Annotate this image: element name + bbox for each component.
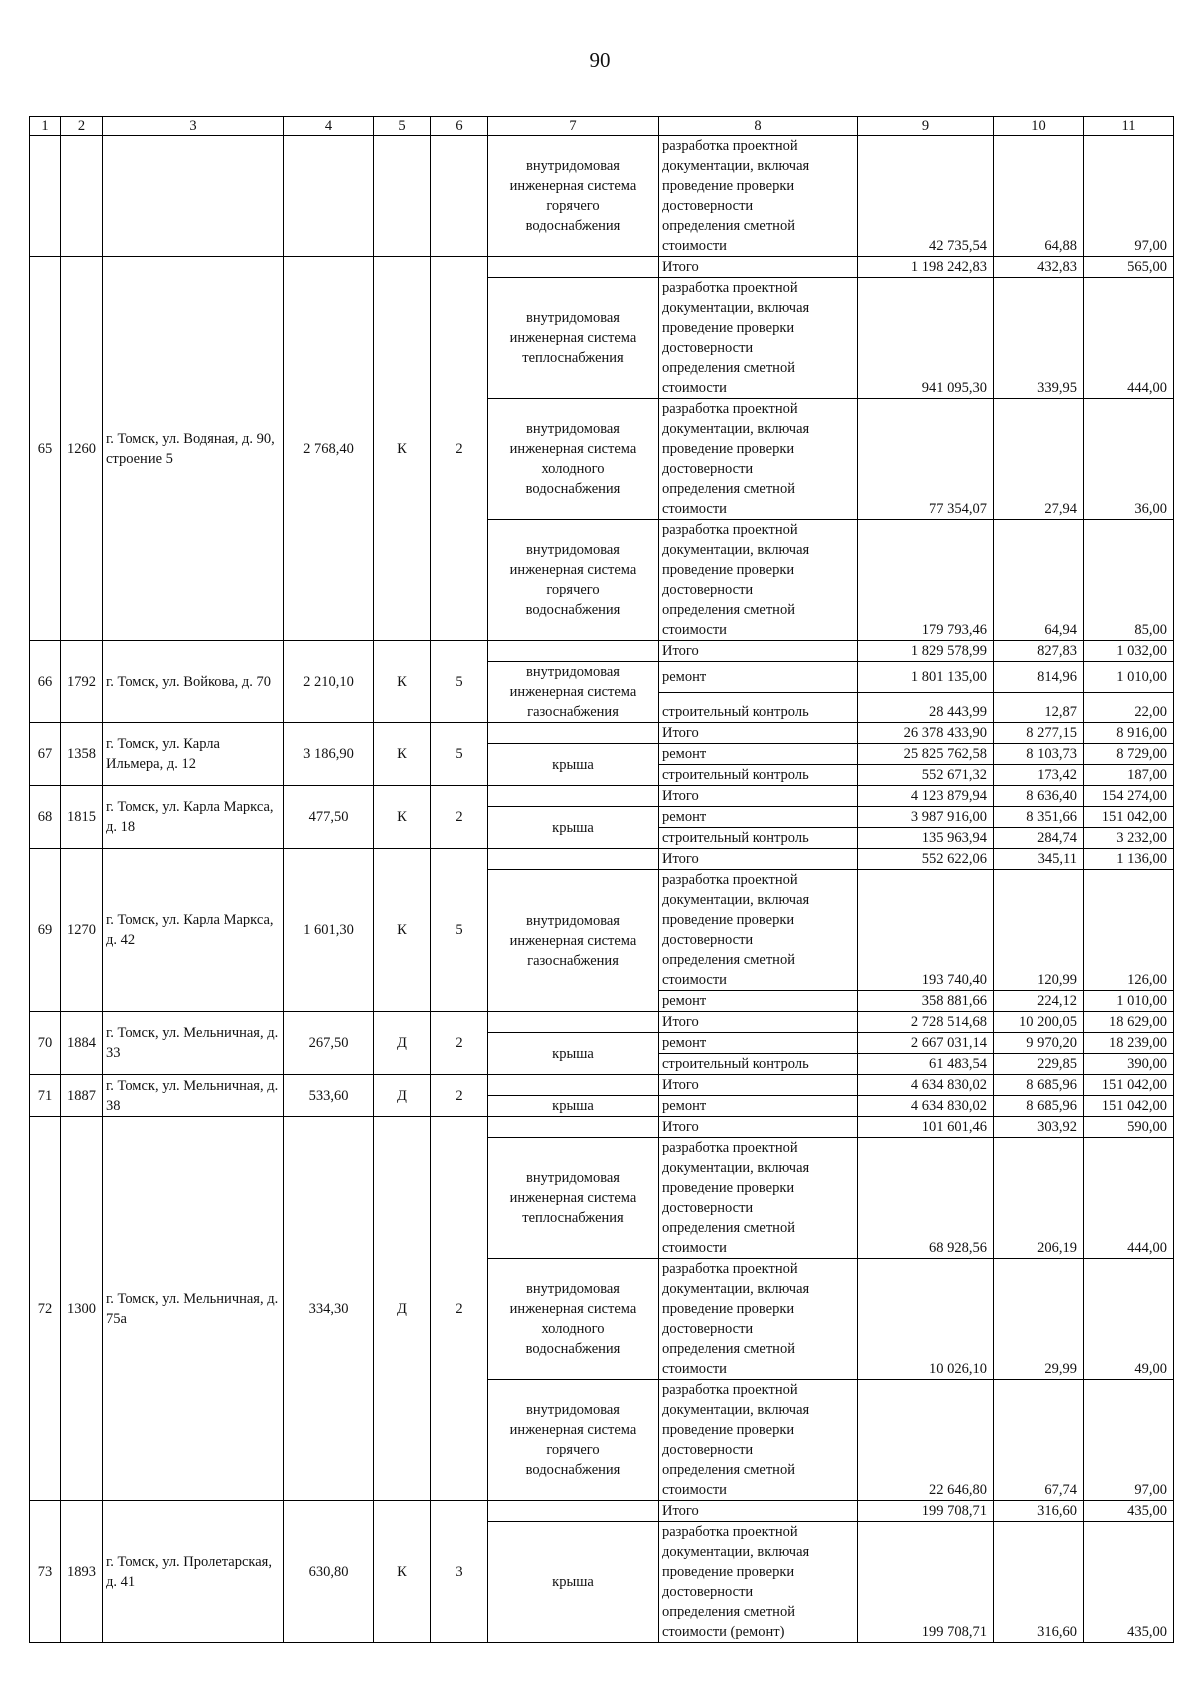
unit-cost-value: 206,19 [994, 1138, 1084, 1259]
system-name: внутридомовая инженерная система горячего водоснабжения [488, 520, 659, 641]
unit-cost-value: 224,12 [994, 991, 1084, 1012]
total-label: Итого [659, 641, 858, 662]
unit-cost-value: 120,99 [994, 870, 1084, 991]
cost-value: 552 622,06 [858, 849, 994, 870]
empty-cell [488, 1012, 659, 1033]
cost-value: 4 634 830,02 [858, 1075, 994, 1096]
system-name: внутридомовая инженерная система газоснабжения [488, 870, 659, 1012]
cost-value: 358 881,66 [858, 991, 994, 1012]
work-type: строительный контроль [659, 828, 858, 849]
system-name: крыша [488, 1096, 659, 1117]
house-address: г. Томск, ул. Мельничная, д. 38 [103, 1075, 284, 1117]
house-type: К [374, 786, 431, 849]
total-label: Итого [659, 257, 858, 278]
system-name: внутридомовая инженерная система холодного водоснабжения [488, 399, 659, 520]
limit-value: 390,00 [1084, 1054, 1174, 1075]
limit-value: 8 916,00 [1084, 723, 1174, 744]
empty-cell [374, 136, 431, 257]
col-header: 2 [61, 117, 103, 136]
unit-cost-value: 339,95 [994, 278, 1084, 399]
work-type: разработка проектной документации, включая проведение проверки достоверности определения сметной стоимости [659, 136, 858, 257]
empty-cell [488, 1075, 659, 1096]
cost-value: 179 793,46 [858, 520, 994, 641]
col6-value: 5 [431, 641, 488, 723]
cost-value: 552 671,32 [858, 765, 994, 786]
empty-cell [284, 136, 374, 257]
limit-value: 151 042,00 [1084, 807, 1174, 828]
cost-value: 68 928,56 [858, 1138, 994, 1259]
system-name: крыша [488, 1522, 659, 1643]
limit-value: 97,00 [1084, 1380, 1174, 1501]
capital-repair-table [29, 116, 1174, 1643]
house-area: 477,50 [284, 786, 374, 849]
cost-value: 2 728 514,68 [858, 1012, 994, 1033]
limit-value: 49,00 [1084, 1259, 1174, 1380]
col6-value: 2 [431, 257, 488, 641]
table-row [30, 1501, 1174, 1522]
limit-value: 435,00 [1084, 1501, 1174, 1522]
work-type: ремонт [659, 744, 858, 765]
work-type: ремонт [659, 662, 858, 693]
table-row [30, 257, 1174, 278]
system-name: внутридомовая инженерная система теплоснабжения [488, 278, 659, 399]
system-name: внутридомовая инженерная система теплоснабжения [488, 1138, 659, 1259]
house-type: Д [374, 1075, 431, 1117]
house-area: 533,60 [284, 1075, 374, 1117]
limit-value: 151 042,00 [1084, 1096, 1174, 1117]
table-row [30, 1117, 1174, 1138]
work-type: разработка проектной документации, включая проведение проверки достоверности определения сметной стоимости [659, 870, 858, 991]
work-type: разработка проектной документации, включая проведение проверки достоверности определения сметной стоимости (ремонт) [659, 1522, 858, 1643]
house-type: К [374, 723, 431, 786]
cost-value: 101 601,46 [858, 1117, 994, 1138]
house-address: г. Томск, ул. Карла Ильмера, д. 12 [103, 723, 284, 786]
unit-cost-value: 8 351,66 [994, 807, 1084, 828]
limit-value: 565,00 [1084, 257, 1174, 278]
house-type: Д [374, 1117, 431, 1501]
limit-value: 187,00 [1084, 765, 1174, 786]
unit-cost-value: 29,99 [994, 1259, 1084, 1380]
row-number: 72 [30, 1117, 61, 1501]
limit-value: 590,00 [1084, 1117, 1174, 1138]
house-area: 3 186,90 [284, 723, 374, 786]
work-type: разработка проектной документации, включая проведение проверки достоверности определения сметной стоимости [659, 520, 858, 641]
cost-value: 135 963,94 [858, 828, 994, 849]
unit-cost-value: 8 636,40 [994, 786, 1084, 807]
unit-cost-value: 229,85 [994, 1054, 1084, 1075]
empty-cell [431, 136, 488, 257]
unit-cost-value: 12,87 [994, 692, 1084, 723]
system-name: внутридомовая инженерная система газоснабжения [488, 662, 659, 723]
house-address: г. Томск, ул. Водяная, д. 90, строение 5 [103, 257, 284, 641]
total-label: Итого [659, 723, 858, 744]
house-area: 2 768,40 [284, 257, 374, 641]
house-area: 334,30 [284, 1117, 374, 1501]
total-label: Итого [659, 786, 858, 807]
limit-value: 8 729,00 [1084, 744, 1174, 765]
col-header: 7 [488, 117, 659, 136]
limit-value: 36,00 [1084, 399, 1174, 520]
limit-value: 126,00 [1084, 870, 1174, 991]
system-name: крыша [488, 807, 659, 849]
system-name: крыша [488, 1033, 659, 1075]
cost-value: 77 354,07 [858, 399, 994, 520]
col-header: 10 [994, 117, 1084, 136]
house-code: 1815 [61, 786, 103, 849]
empty-cell [103, 136, 284, 257]
table-row [30, 641, 1174, 662]
unit-cost-value: 10 200,05 [994, 1012, 1084, 1033]
cost-value: 1 198 242,83 [858, 257, 994, 278]
cost-value: 1 829 578,99 [858, 641, 994, 662]
system-name: крыша [488, 744, 659, 786]
cost-value: 193 740,40 [858, 870, 994, 991]
house-type: К [374, 1501, 431, 1643]
work-type: разработка проектной документации, включая проведение проверки достоверности определения сметной стоимости [659, 1380, 858, 1501]
col-header: 3 [103, 117, 284, 136]
cost-value: 61 483,54 [858, 1054, 994, 1075]
total-label: Итого [659, 1117, 858, 1138]
house-code: 1270 [61, 849, 103, 1012]
row-number: 70 [30, 1012, 61, 1075]
cost-value: 199 708,71 [858, 1522, 994, 1643]
unit-cost-value: 284,74 [994, 828, 1084, 849]
house-code: 1300 [61, 1117, 103, 1501]
col6-value: 2 [431, 1117, 488, 1501]
column-numbers-row [30, 117, 1174, 136]
col-header: 1 [30, 117, 61, 136]
limit-value: 1 032,00 [1084, 641, 1174, 662]
col-header: 5 [374, 117, 431, 136]
empty-cell [488, 1117, 659, 1138]
limit-value: 151 042,00 [1084, 1075, 1174, 1096]
row-number: 68 [30, 786, 61, 849]
empty-cell [488, 849, 659, 870]
cost-value: 2 667 031,14 [858, 1033, 994, 1054]
unit-cost-value: 67,74 [994, 1380, 1084, 1501]
house-address: г. Томск, ул. Мельничная, д. 33 [103, 1012, 284, 1075]
unit-cost-value: 303,92 [994, 1117, 1084, 1138]
table-row [30, 1075, 1174, 1096]
work-type: строительный контроль [659, 765, 858, 786]
unit-cost-value: 9 970,20 [994, 1033, 1084, 1054]
table-row [30, 723, 1174, 744]
empty-cell [30, 136, 61, 257]
house-area: 630,80 [284, 1501, 374, 1643]
unit-cost-value: 8 277,15 [994, 723, 1084, 744]
house-type: К [374, 849, 431, 1012]
limit-value: 3 232,00 [1084, 828, 1174, 849]
house-area: 267,50 [284, 1012, 374, 1075]
limit-value: 97,00 [1084, 136, 1174, 257]
col6-value: 2 [431, 1012, 488, 1075]
limit-value: 85,00 [1084, 520, 1174, 641]
work-type: разработка проектной документации, включая проведение проверки достоверности определения сметной стоимости [659, 1138, 858, 1259]
house-code: 1792 [61, 641, 103, 723]
work-type: ремонт [659, 1096, 858, 1117]
col-header: 9 [858, 117, 994, 136]
unit-cost-value: 173,42 [994, 765, 1084, 786]
system-name: внутридомовая инженерная система горячего водоснабжения [488, 136, 659, 257]
unit-cost-value: 64,94 [994, 520, 1084, 641]
limit-value: 1 010,00 [1084, 991, 1174, 1012]
house-address: г. Томск, ул. Войкова, д. 70 [103, 641, 284, 723]
work-type: разработка проектной документации, включая проведение проверки достоверности определения сметной стоимости [659, 278, 858, 399]
house-address: г. Томск, ул. Пролетарская, д. 41 [103, 1501, 284, 1643]
unit-cost-value: 27,94 [994, 399, 1084, 520]
house-code: 1358 [61, 723, 103, 786]
col-header: 4 [284, 117, 374, 136]
unit-cost-value: 827,83 [994, 641, 1084, 662]
cost-value: 10 026,10 [858, 1259, 994, 1380]
empty-cell [488, 641, 659, 662]
system-name: внутридомовая инженерная система горячего водоснабжения [488, 1380, 659, 1501]
house-address: г. Томск, ул. Мельничная, д. 75а [103, 1117, 284, 1501]
row-number: 65 [30, 257, 61, 641]
col6-value: 5 [431, 723, 488, 786]
col-header: 6 [431, 117, 488, 136]
col-header: 8 [659, 117, 858, 136]
cost-value: 42 735,54 [858, 136, 994, 257]
house-type: Д [374, 1012, 431, 1075]
col6-value: 2 [431, 1075, 488, 1117]
empty-cell [488, 1501, 659, 1522]
system-name: внутридомовая инженерная система холодного водоснабжения [488, 1259, 659, 1380]
house-type: К [374, 641, 431, 723]
house-type: К [374, 257, 431, 641]
unit-cost-value: 316,60 [994, 1522, 1084, 1643]
total-label: Итого [659, 849, 858, 870]
limit-value: 444,00 [1084, 278, 1174, 399]
house-code: 1260 [61, 257, 103, 641]
cost-value: 3 987 916,00 [858, 807, 994, 828]
cost-value: 25 825 762,58 [858, 744, 994, 765]
cost-value: 199 708,71 [858, 1501, 994, 1522]
cost-value: 1 801 135,00 [858, 662, 994, 693]
work-type: ремонт [659, 1033, 858, 1054]
cost-value: 28 443,99 [858, 692, 994, 723]
limit-value: 435,00 [1084, 1522, 1174, 1643]
table-row [30, 786, 1174, 807]
unit-cost-value: 345,11 [994, 849, 1084, 870]
col6-value: 3 [431, 1501, 488, 1643]
table-row [30, 849, 1174, 870]
house-code: 1887 [61, 1075, 103, 1117]
unit-cost-value: 316,60 [994, 1501, 1084, 1522]
cost-value: 22 646,80 [858, 1380, 994, 1501]
unit-cost-value: 64,88 [994, 136, 1084, 257]
work-type: ремонт [659, 991, 858, 1012]
total-label: Итого [659, 1501, 858, 1522]
limit-value: 444,00 [1084, 1138, 1174, 1259]
col-header: 11 [1084, 117, 1174, 136]
work-type: строительный контроль [659, 1054, 858, 1075]
table-row [30, 1012, 1174, 1033]
cost-value: 4 634 830,02 [858, 1096, 994, 1117]
col6-value: 2 [431, 786, 488, 849]
empty-cell [488, 723, 659, 744]
limit-value: 22,00 [1084, 692, 1174, 723]
house-area: 2 210,10 [284, 641, 374, 723]
house-address: г. Томск, ул. Карла Маркса, д. 42 [103, 849, 284, 1012]
house-code: 1884 [61, 1012, 103, 1075]
unit-cost-value: 8 685,96 [994, 1096, 1084, 1117]
unit-cost-value: 8 103,73 [994, 744, 1084, 765]
page-number: 90 [589, 48, 611, 72]
limit-value: 1 010,00 [1084, 662, 1174, 693]
total-label: Итого [659, 1075, 858, 1096]
unit-cost-value: 8 685,96 [994, 1075, 1084, 1096]
empty-cell [61, 136, 103, 257]
work-type: ремонт [659, 807, 858, 828]
house-code: 1893 [61, 1501, 103, 1643]
limit-value: 18 239,00 [1084, 1033, 1174, 1054]
work-type: разработка проектной документации, включая проведение проверки достоверности определения сметной стоимости [659, 399, 858, 520]
col6-value: 5 [431, 849, 488, 1012]
row-number: 73 [30, 1501, 61, 1643]
limit-value: 154 274,00 [1084, 786, 1174, 807]
work-type: разработка проектной документации, включая проведение проверки достоверности определения сметной стоимости [659, 1259, 858, 1380]
empty-cell [488, 786, 659, 807]
limit-value: 18 629,00 [1084, 1012, 1174, 1033]
cost-value: 26 378 433,90 [858, 723, 994, 744]
row-number: 69 [30, 849, 61, 1012]
row-number: 71 [30, 1075, 61, 1117]
cost-value: 941 095,30 [858, 278, 994, 399]
row-number: 66 [30, 641, 61, 723]
unit-cost-value: 814,96 [994, 662, 1084, 693]
cost-value: 4 123 879,94 [858, 786, 994, 807]
total-label: Итого [659, 1012, 858, 1033]
table-row [30, 136, 1174, 257]
house-area: 1 601,30 [284, 849, 374, 1012]
work-type: строительный контроль [659, 692, 858, 723]
house-address: г. Томск, ул. Карла Маркса, д. 18 [103, 786, 284, 849]
row-number: 67 [30, 723, 61, 786]
unit-cost-value: 432,83 [994, 257, 1084, 278]
limit-value: 1 136,00 [1084, 849, 1174, 870]
empty-cell [488, 257, 659, 278]
